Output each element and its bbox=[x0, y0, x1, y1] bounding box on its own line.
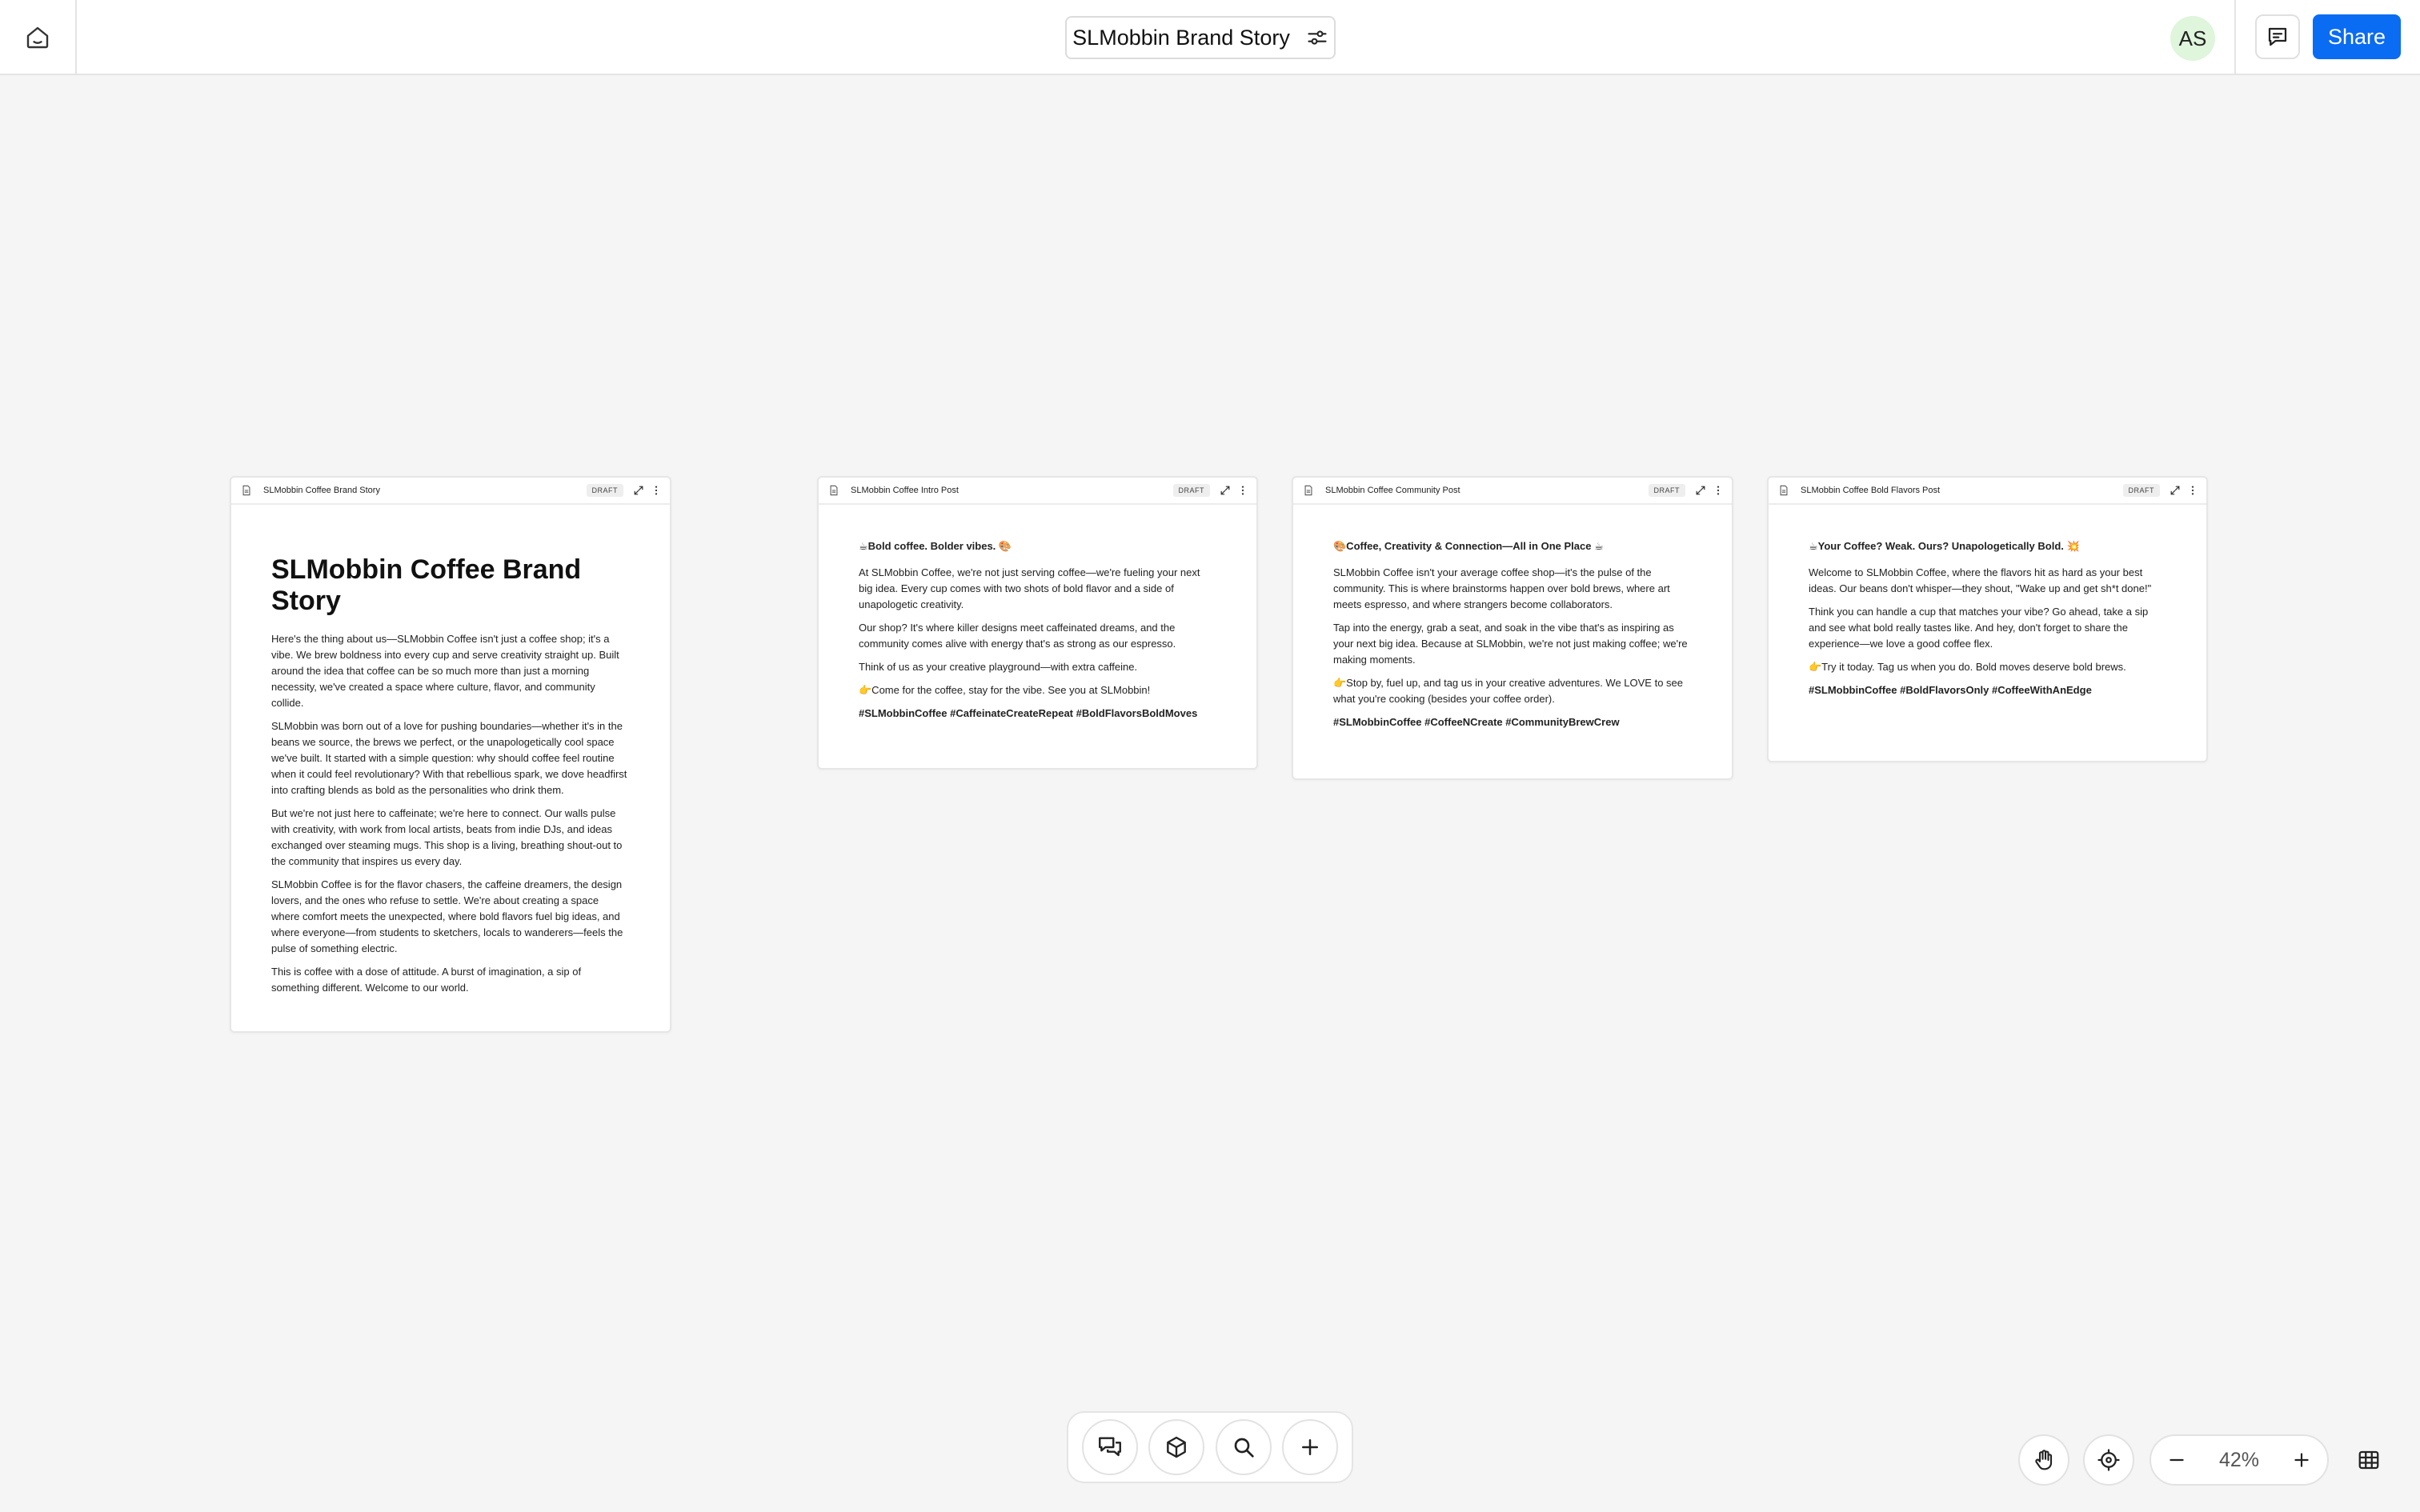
home-button[interactable] bbox=[0, 0, 77, 75]
recenter-button[interactable] bbox=[2083, 1434, 2134, 1486]
document-card-community-post[interactable] bbox=[1292, 476, 1733, 780]
search-icon bbox=[1231, 1434, 1256, 1460]
zoom-control bbox=[2150, 1434, 2329, 1486]
paragraph: SLMobbin Coffee is for the flavor chasers, the caffeine dreamers, the design lovers, and the ones who refuse to settle. We're about creating a space where comfort meets the unexpected, where bold flavors fuel big ideas, and where everyone—from students to sketchers, locals to wanderers—feels the pulse of something electric. bbox=[271, 878, 623, 954]
paragraph: Here's the thing about us—SLMobbin Coffee isn't just a coffee shop; it's a vibe. We brew boldness into every cup and serve creativity straight up. Built around the idea that coffee can be so much more than just a morning necessity, we've created a space where culture, flavor, and community collide. bbox=[271, 633, 619, 709]
plus-icon bbox=[2291, 1450, 2312, 1470]
paragraph: Welcome to SLMobbin Coffee, where the flavors hit as hard as your best ideas. Our beans don't whisper—they shout, "Wake up and get sh*t done!" bbox=[1809, 566, 2152, 594]
post-lead: 🎨Coffee, Creativity & Connection—All in One Place ☕ bbox=[1333, 540, 1604, 552]
expand-icon[interactable] bbox=[1695, 485, 1706, 496]
card-header bbox=[1293, 478, 1732, 505]
paragraph: At SLMobbin Coffee, we're not just serving coffee—we're fueling your next big idea. Every cup comes with two shots of bold flavor and a side of unapologetic creativity. bbox=[859, 566, 1200, 610]
card-title: SLMobbin Coffee Brand Story bbox=[263, 486, 380, 495]
post-lead: ☕Bold coffee. Bolder vibes. 🎨 bbox=[859, 540, 1012, 552]
search-button[interactable] bbox=[1216, 1419, 1272, 1475]
paragraph: But we're not just here to caffeinate; we're here to connect. Our walls pulse with creativity, with work from local artists, beats from indie DJs, and ideas exchanged over steaming mugs. This shop is a living, breathing shout-out to the community that inspires us every day. bbox=[271, 807, 623, 867]
minus-icon bbox=[2166, 1450, 2187, 1470]
hashtags: #SLMobbinCoffee #CoffeeNCreate #CommunityBrewCrew bbox=[1333, 716, 1620, 728]
card-title: SLMobbin Coffee Community Post bbox=[1325, 486, 1460, 495]
paragraph: 👉Come for the coffee, stay for the vibe. See you at SLMobbin! bbox=[859, 684, 1151, 696]
paragraph: Tap into the energy, grab a seat, and soak in the vibe that's as inspiring as your next big idea. Because at SLMobbin, we're not just making coffee; we're making moments. bbox=[1333, 622, 1688, 666]
card-body bbox=[231, 554, 670, 996]
sliders-icon bbox=[1306, 26, 1328, 49]
draft-badge: DRAFT bbox=[587, 484, 624, 497]
top-bar bbox=[0, 0, 2420, 75]
comments-button[interactable] bbox=[2255, 14, 2300, 59]
user-avatar[interactable] bbox=[2170, 16, 2215, 61]
card-title: SLMobbin Coffee Bold Flavors Post bbox=[1801, 486, 1941, 495]
hashtags: #SLMobbinCoffee #BoldFlavorsOnly #CoffeeWithAnEdge bbox=[1809, 684, 2092, 696]
document-icon bbox=[1303, 485, 1314, 496]
card-body bbox=[1769, 505, 2206, 698]
crosshair-icon bbox=[2097, 1448, 2121, 1472]
more-vertical-icon[interactable] bbox=[1237, 485, 1248, 496]
header-divider bbox=[2234, 0, 2236, 75]
chat-button[interactable] bbox=[1082, 1419, 1138, 1475]
draft-badge: DRAFT bbox=[1173, 484, 1211, 497]
hashtags: #SLMobbinCoffee #CaffeinateCreateRepeat #BoldFlavorsBoldMoves bbox=[859, 707, 1198, 719]
share-button[interactable]: Share bbox=[2313, 14, 2401, 59]
paragraph: 👉Try it today. Tag us when you do. Bold moves deserve bold brews. bbox=[1809, 661, 2126, 673]
document-card-bold-flavors-post[interactable] bbox=[1767, 476, 2208, 762]
zoom-level[interactable]: 42% bbox=[2218, 1448, 2260, 1471]
home-icon bbox=[23, 23, 52, 52]
bottom-toolbar bbox=[1067, 1411, 1353, 1483]
draft-badge: DRAFT bbox=[1649, 484, 1686, 497]
document-title-button[interactable] bbox=[1065, 16, 1336, 59]
paragraph: SLMobbin Coffee isn't your average coffee shop—it's the pulse of the community. This is where brainstorms happen over bold brews, where art meets espresso, and where strangers become collaborators. bbox=[1333, 566, 1670, 610]
expand-icon[interactable] bbox=[633, 485, 644, 496]
more-vertical-icon[interactable] bbox=[1713, 485, 1724, 496]
hand-icon bbox=[2032, 1448, 2056, 1472]
card-header bbox=[231, 478, 670, 505]
add-button[interactable] bbox=[1282, 1419, 1338, 1475]
card-title: SLMobbin Coffee Intro Post bbox=[851, 486, 959, 495]
document-icon bbox=[241, 485, 252, 496]
paragraph: This is coffee with a dose of attitude. A burst of imagination, a sip of something different. Welcome to our world. bbox=[271, 966, 582, 994]
more-vertical-icon[interactable] bbox=[651, 485, 662, 496]
card-header bbox=[819, 478, 1256, 505]
document-card-intro-post[interactable] bbox=[817, 476, 1258, 770]
expand-icon[interactable] bbox=[2170, 485, 2181, 496]
zoom-in-button[interactable] bbox=[2287, 1446, 2316, 1474]
table-icon bbox=[2357, 1448, 2381, 1472]
avatar-initials: AS bbox=[2178, 26, 2207, 50]
paragraph: Think of us as your creative playground—with extra caffeine. bbox=[859, 661, 1138, 673]
expand-icon[interactable] bbox=[1220, 485, 1231, 496]
plus-icon bbox=[1298, 1435, 1322, 1459]
document-card-brand-story[interactable] bbox=[230, 476, 671, 1033]
paragraph: Think you can handle a cup that matches your vibe? Go ahead, take a sip and see what bold really tastes like. And hey, don't forget to share the experience—we love a good coffee flex. bbox=[1809, 606, 2149, 650]
document-title: SLMobbin Brand Story bbox=[1072, 25, 1290, 50]
document-icon bbox=[1778, 485, 1789, 496]
paragraph: 👉Stop by, fuel up, and tag us in your creative adventures. We LOVE to see what you're cooking (besides your coffee order). bbox=[1333, 677, 1684, 705]
post-lead: ☕Your Coffee? Weak. Ours? Unapologetically Bold. 💥 bbox=[1809, 540, 2080, 552]
document-icon bbox=[828, 485, 839, 496]
assets-button[interactable] bbox=[1148, 1419, 1204, 1475]
cube-icon bbox=[1164, 1434, 1189, 1460]
comment-icon bbox=[2266, 25, 2290, 49]
card-body bbox=[1293, 505, 1732, 730]
zoom-out-button[interactable] bbox=[2162, 1446, 2191, 1474]
chat-bubbles-icon bbox=[1096, 1434, 1124, 1461]
card-header bbox=[1769, 478, 2206, 505]
card-body bbox=[819, 505, 1256, 722]
draft-badge: DRAFT bbox=[2123, 484, 2161, 497]
pan-tool-button[interactable] bbox=[2018, 1434, 2069, 1486]
card-heading: SLMobbin Coffee Brand Story bbox=[271, 554, 582, 616]
paragraph: Our shop? It's where killer designs meet caffeinated dreams, and the community comes alive with energy that's as strong as our espresso. bbox=[859, 622, 1176, 650]
table-view-button[interactable] bbox=[2343, 1434, 2394, 1486]
more-vertical-icon[interactable] bbox=[2187, 485, 2198, 496]
paragraph: SLMobbin was born out of a love for pushing boundaries—whether it's in the beans we source, the brews we perfect, or the unapologetically cool space we've built. It started with a simple question: why should coffee feel routine when it could feel revolutionary? With that rebellious spark, we dove headfirst into crafting blends as bold as the personalities who drink them. bbox=[271, 720, 627, 796]
